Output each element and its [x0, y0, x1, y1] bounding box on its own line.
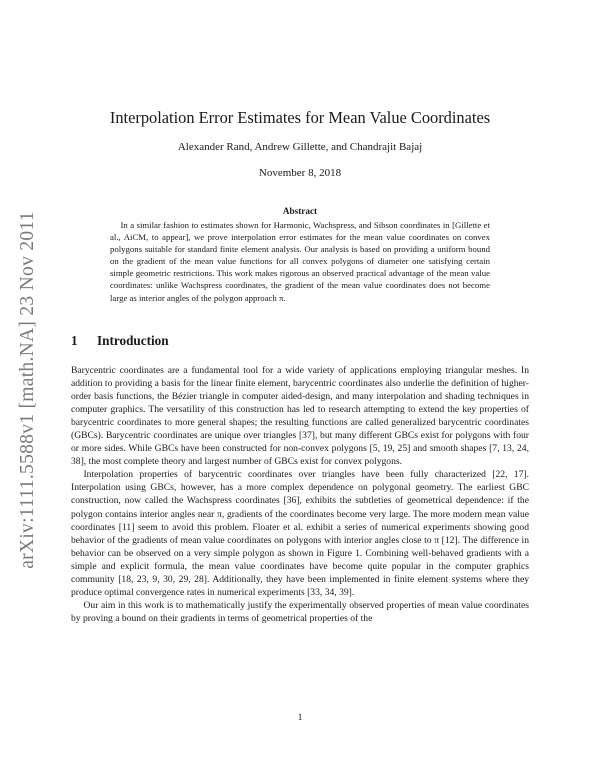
paper-title: Interpolation Error Estimates for Mean Value Coordinates	[109, 108, 491, 127]
paper-authors: Alexander Rand, Andrew Gillette, and Chandrajit Bajaj	[177, 141, 423, 153]
body-text	[71, 364, 529, 625]
page-number: 1	[297, 712, 303, 723]
paragraph: Interpolation properties of barycentric coordinates over triangles have been fully characterized [22, 17]. Interpolation using GBCs, however, has a more complex dependence on polygonal geometry. The earliest GBC construction, now called the Wachspress coordinates [36], exhibits the subtleties of geometrical dependence: if the polygon contains interior angles near π, gradients of the coordinates become very large. The more modern mean value coordinates [11] seem to avoid this problem. Floater et al. exhibit a series of numerical experiments showing good behavior of the gradients of mean value coordinates on polygons with interior angles close to π [12]. The difference in behavior can be observed on a very simple polygon as shown in Figure 1. Combining well-behaved gradients with a simple and explicit formula, the mean value coordinates have become quite popular in the computer graphics community [18, 23, 9, 30, 29, 28]. Additionally, they have been implemented in finite element systems where they produce optimal convergence rates in numerical experiments [33, 34, 39].	[71, 469, 529, 598]
section-heading	[71, 333, 169, 349]
arxiv-identifier	[8, 180, 48, 600]
paper-date: November 8, 2018	[258, 167, 342, 179]
section-number: 1	[71, 333, 78, 348]
paragraph: Our aim in this work is to mathematically justify the experimentally observed properties of mean value coordinates by proving a bound on their gradients in terms of geometrical properties of the	[71, 599, 529, 624]
abstract-text: In a similar fashion to estimates shown for Harmonic, Wachspress, and Sibson coordinates in [Gillette et al., AiCM, to appear], we prove interpolation error estimates for the mean value coordinates on convex polygons suitable for standard finite element analysis. Our analysis is based on providing a uniform bound on the gradient of the mean value functions for all convex polygons of diameter one satisfying certain simple geometric restrictions. This work makes rigorous an observed practical advantage of the mean value coordinates: unlike Wachspress coordinates, the gradient of the mean value coordinates does not become large as interior angles of the polygon approach π.	[110, 220, 490, 303]
section-title: Introduction	[97, 333, 169, 348]
arxiv-identifier-text: arXiv:1111.5588v1 [math.NA] 23 Nov 2011	[17, 211, 38, 569]
abstract-heading: Abstract	[282, 206, 318, 216]
paragraph: Barycentric coordinates are a fundamental tool for a wide variety of applications employing triangular meshes. In addition to providing a basis for the linear finite element, barycentric coordinates also underlie the definition of higher-order basis functions, the Bézier triangle in computer aided-design, and many interpolation and shading techniques in computer graphics. The versatility of this construction has led to research attempting to extend the key properties of barycentric coordinates to more general shapes; the resulting functions are called generalized barycentric coordinates (GBCs). Barycentric coordinates are unique over triangles [37], but many different GBCs exist for polygons with four or more sides. While GBCs have been constructed for non-convex polygons [5, 19, 25] and smooth shapes [7, 13, 24, 38], the most complete theory and largest number of GBCs exist for convex polygons.	[71, 365, 529, 468]
